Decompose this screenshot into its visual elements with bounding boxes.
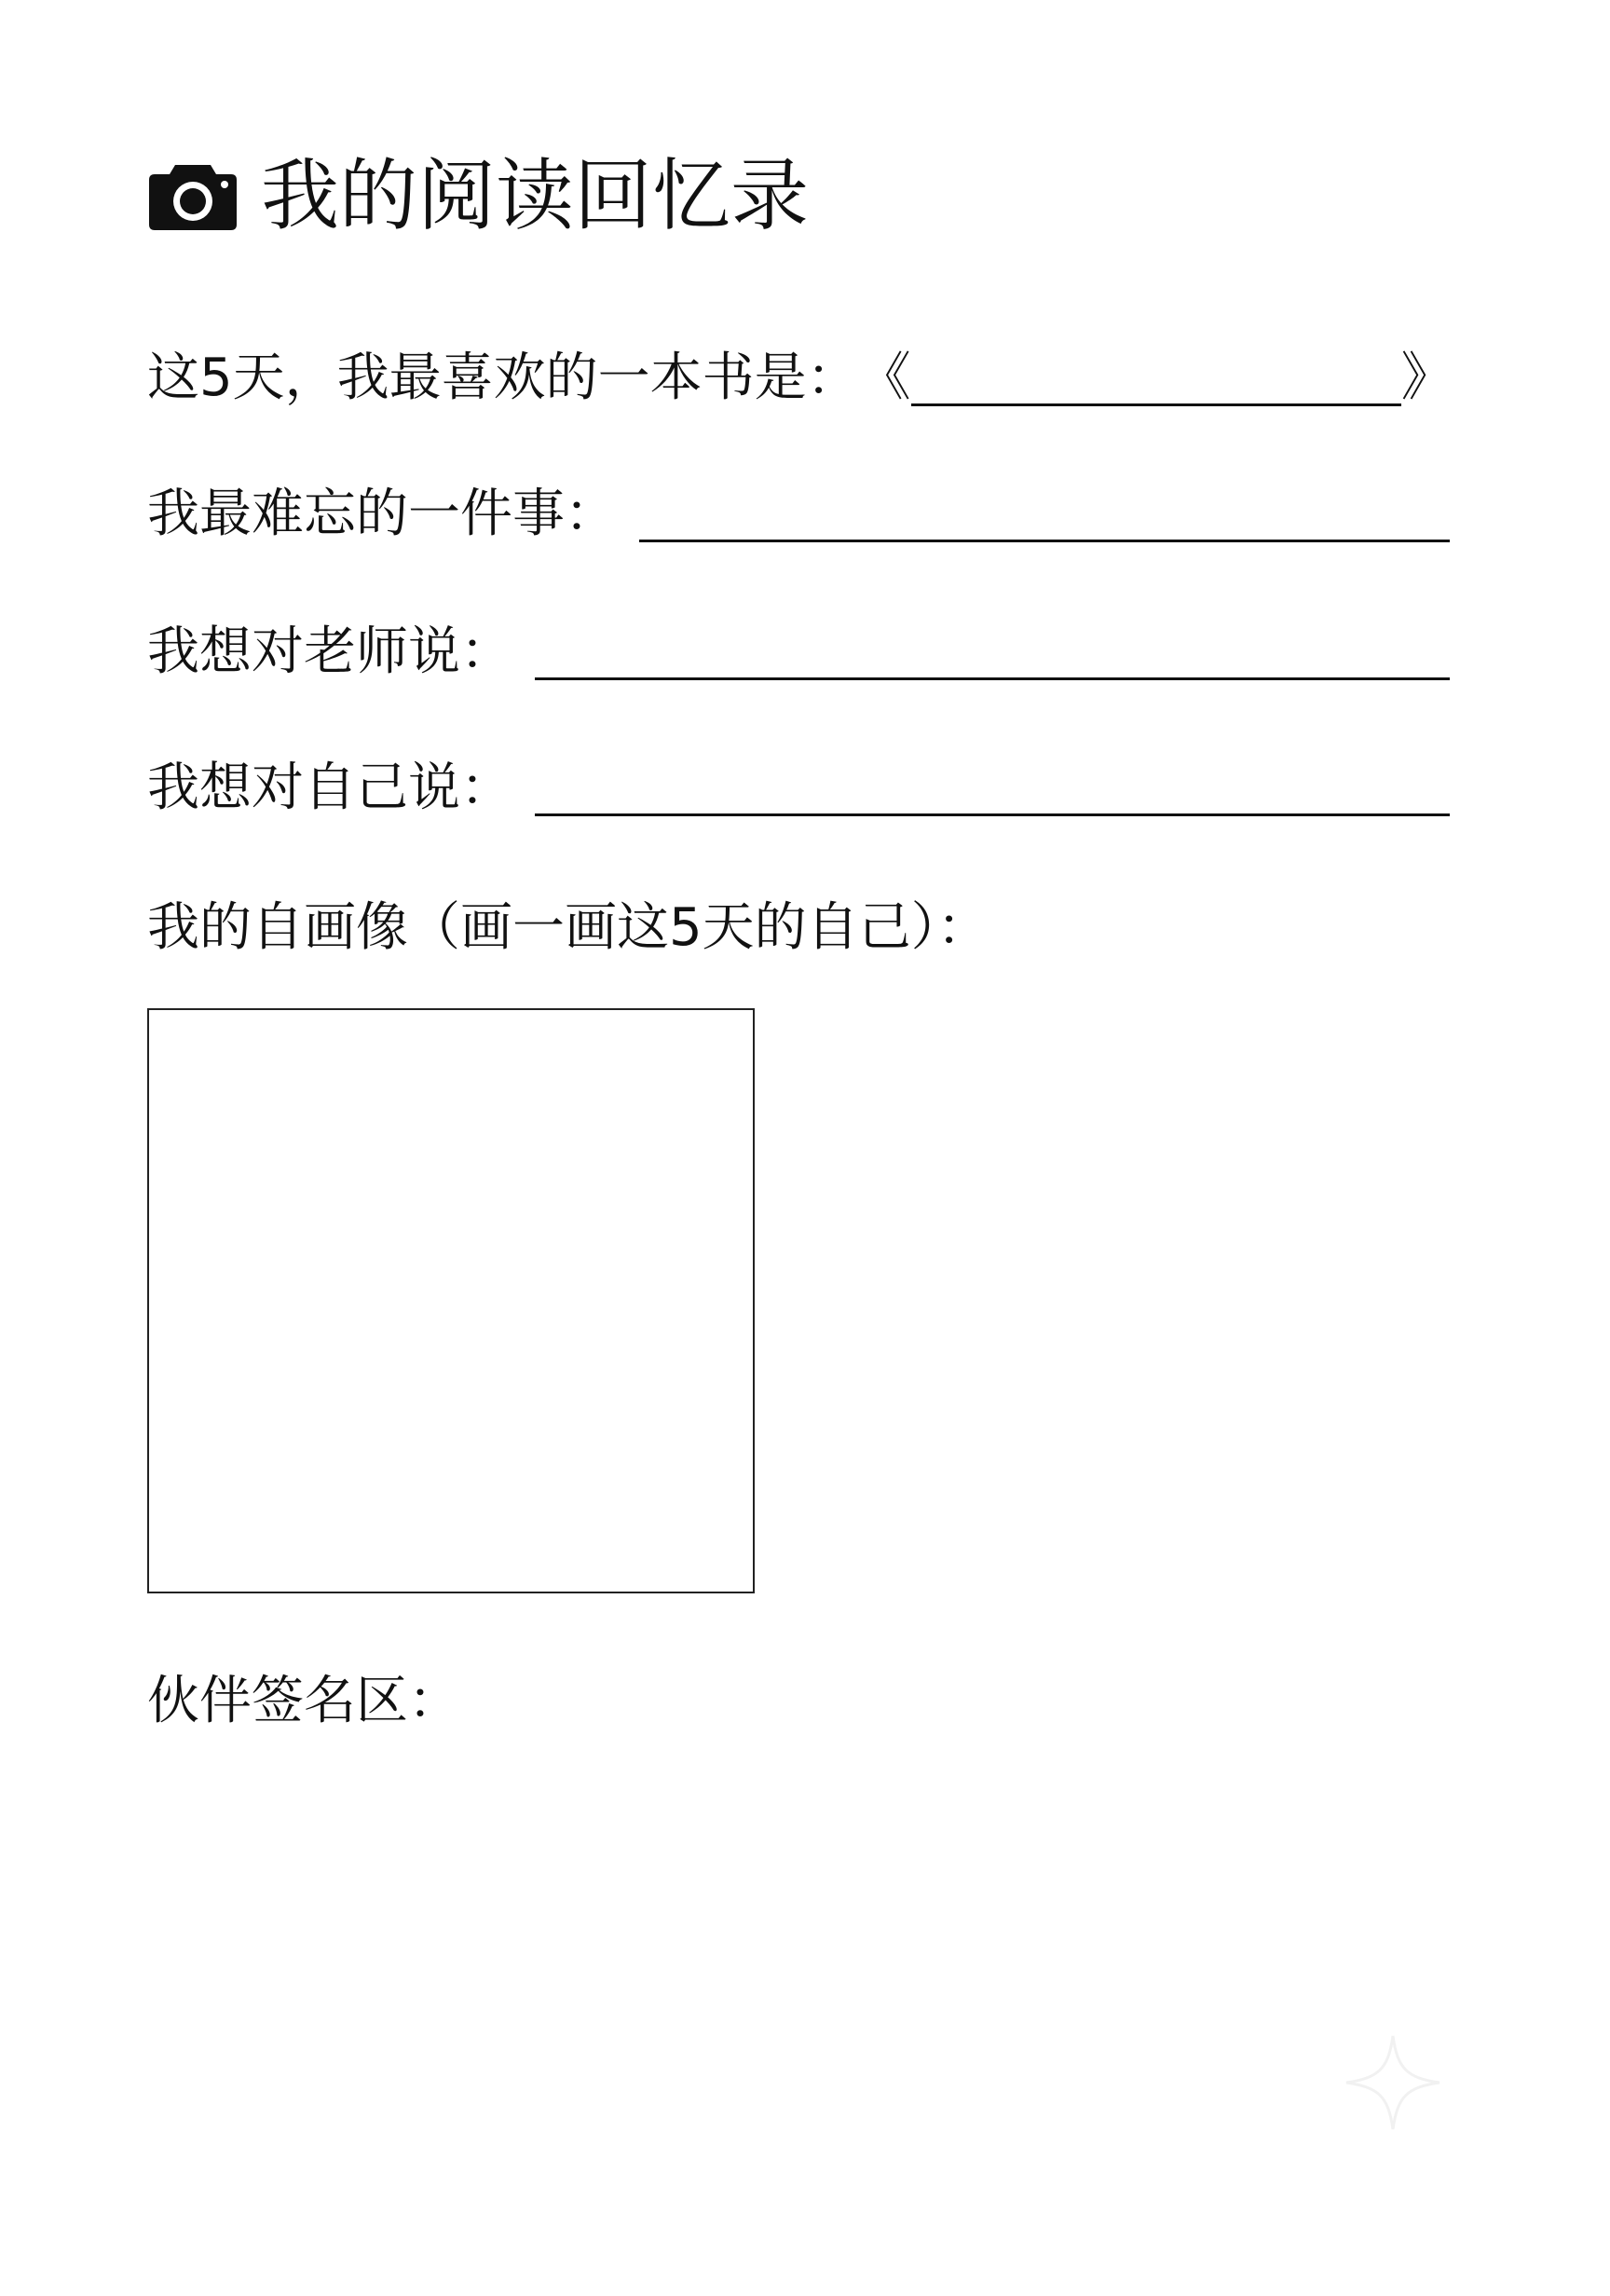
to-teacher-label: 我想对老师说： [147, 622, 512, 682]
self-portrait-box[interactable] [147, 1008, 755, 1593]
favorite-book-field[interactable] [911, 346, 1401, 406]
signature-label: 伙伴签名区： [147, 1671, 460, 1731]
portrait-label: 我的自画像（画一画这5天的自己）： [147, 897, 989, 958]
to-teacher-field[interactable] [535, 620, 1450, 680]
close-book-bracket: 》 [1400, 348, 1453, 408]
memorable-thing-field[interactable] [639, 482, 1450, 542]
title-row [147, 149, 809, 242]
open-book-bracket: 《 [858, 348, 911, 408]
page-title: 我的阅读回忆录 [261, 150, 810, 241]
to-self-field[interactable] [535, 756, 1450, 816]
to-self-label: 我想对自己说： [147, 758, 512, 818]
favorite-book-row [147, 341, 1453, 416]
signature-row [147, 1664, 460, 1739]
portrait-heading-row [147, 891, 989, 965]
sparkle-icon [1342, 2031, 1444, 2134]
memorable-thing-label: 我最难忘的一件事： [147, 484, 617, 544]
camera-icon [147, 159, 239, 232]
favorite-book-label: 这5天，我最喜欢的一本书是： [147, 348, 859, 408]
memorable-thing-row [147, 477, 1450, 552]
to-teacher-row [147, 615, 1450, 690]
to-self-row [147, 751, 1450, 826]
